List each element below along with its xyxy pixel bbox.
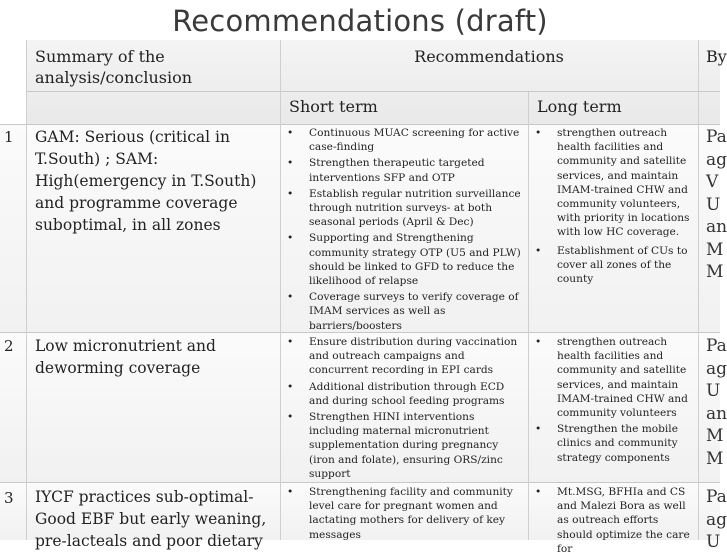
row-divider (0, 482, 720, 483)
row-summary: IYCF practices sub-optimal- Good EBF but early weaning, pre-lacteals and poor dietary (35, 488, 267, 550)
list-item: • Strengthening facility and community level care for pregnant women and lactating mothers for delivery of key messages (287, 486, 513, 541)
row-number: 2 (4, 337, 14, 355)
recommendations-column-header: Recommendations (414, 47, 564, 66)
long-term-list (531, 485, 695, 556)
list-item: • Strengthen therapeutic targeted interventions SFP and OTP (287, 157, 485, 184)
short-term-list (283, 335, 521, 481)
list-item: • Strengthen the mobile clinics and community strategy components (535, 423, 678, 464)
list-item: • Additional distribution through ECD and during school feeding programs (287, 380, 505, 407)
slide-title: Recommendations (draft) (172, 4, 548, 38)
list-item: • Strengthen HINI interventions including maternal micronutrient supplementation during pregnancy (iron and folate), ensuring ORS/zinc support (287, 411, 503, 480)
row-divider (0, 124, 720, 125)
column-divider (280, 40, 281, 540)
row-summary: GAM: Serious (critical in T.South) ; SAM: High(emergency in T.South) and programme coverage suboptimal, in all zones (35, 128, 257, 234)
long-term-list (531, 335, 695, 465)
list-item: • Establishment of CUs to cover all zones of the county (535, 244, 688, 286)
list-item: • Supporting and Strengthening community strategy OTP (U5 and PLW) should be linked to GFD to reduce the likelihood of relapse (287, 232, 521, 288)
header-divider (26, 91, 720, 92)
column-divider (698, 40, 699, 540)
short-term-list (283, 126, 521, 333)
short-term-header: Short term (289, 97, 378, 116)
row-summary: Low micronutrient and deworming coverage (35, 337, 216, 377)
list-item: • Ensure distribution during vaccination and outreach campaigns and concurrent recording in EPI cards (287, 336, 518, 377)
summary-column-header: Summary of the analysis/conclusion (35, 47, 193, 87)
column-divider (528, 92, 529, 540)
row-number: 1 (4, 128, 14, 146)
long-term-list (531, 126, 695, 286)
long-term-header: Long term (537, 97, 622, 116)
short-term-list (283, 485, 521, 542)
list-item: • strengthen outreach health facilities and community and satellite services, and maintain IMAM-trained CHW and community volunteers, with priority in locations with low HC coverage. (535, 127, 690, 239)
by-cell: Pa ag U an M M (706, 336, 727, 469)
by-cell: Pa ag V U an M M (706, 127, 727, 282)
by-cell: Pa ag U (706, 487, 727, 552)
list-item: • Coverage surveys to verify coverage of IMAM services as well as barriers/boosters (287, 291, 519, 332)
list-item: • Continuous MUAC screening for active case-finding (287, 127, 520, 154)
list-item: • strengthen outreach health facilities and community and satellite services, and maintain IMAM-trained CHW and community volunteers (535, 336, 688, 420)
recommendations-table (0, 40, 727, 555)
column-divider (26, 40, 27, 540)
list-item: • Mt.MSG, BFHIa and CS and Malezi Bora as well as outreach efforts should optimize the care for (535, 486, 690, 555)
row-number: 3 (4, 489, 14, 507)
by-column-header: By (706, 47, 727, 66)
list-item: • Establish regular nutrition surveillance through nutrition surveys- at both seasonal periods (April & Dec) (287, 187, 521, 229)
